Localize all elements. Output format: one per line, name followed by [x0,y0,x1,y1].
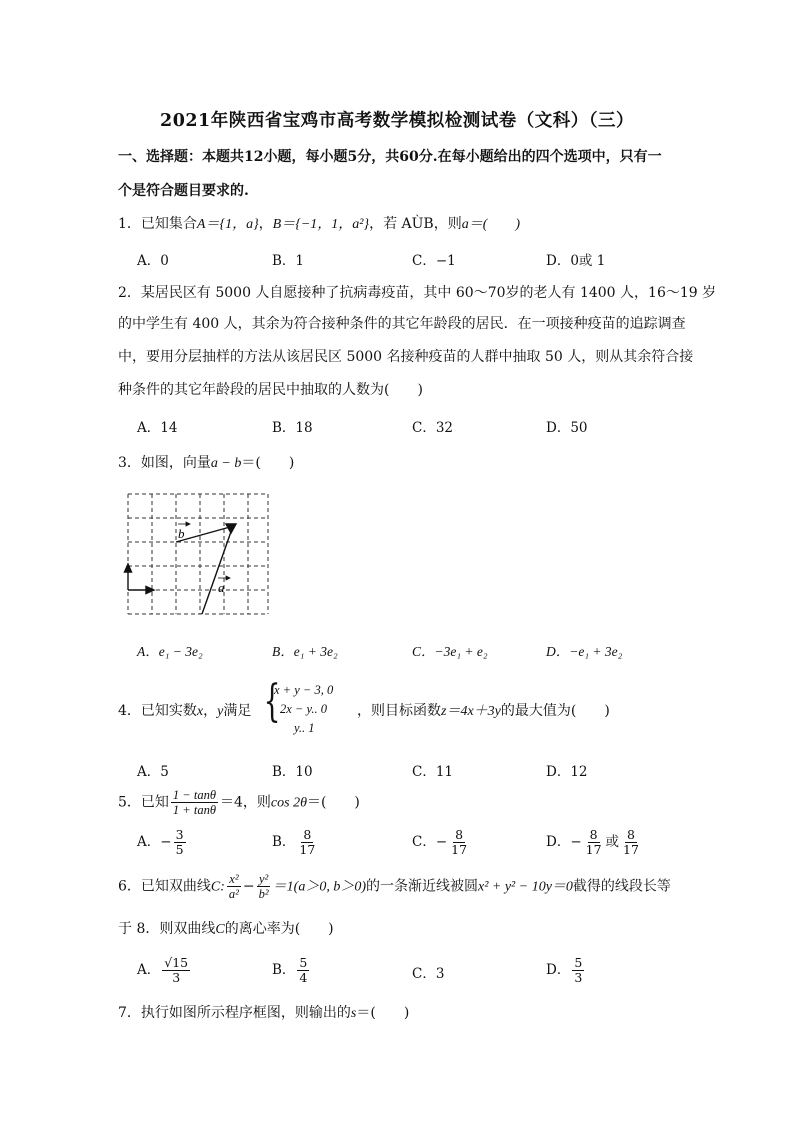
q3-option-a[interactable]: A．e₁ − 3e₂ [137,644,203,659]
e2-arrowhead [125,564,132,572]
q1-option-d[interactable]: D．0或 1 [546,253,606,269]
vector-label-arrows [178,522,230,580]
q1-option-c[interactable]: C．−1 [412,253,456,269]
vectors-arrowhead [226,524,236,533]
q3-option-d[interactable]: D．−e₁ + 3e₂ [546,644,623,659]
question-2-line2: 的中学生有 400 人，其余为符合接种条件的其它年龄段的居民．在一项接种疫苗的追踪调查 [118,316,686,332]
question-4-suffix: ，则目标函数z＝4x＋3y的最大值为( ) [357,703,610,719]
q3-option-b[interactable]: B．e₁ + 3e₂ [272,644,338,659]
q1-option-a[interactable]: A．0 [137,253,169,269]
question-6-line1: 6．已知双曲线C: $\frac{\text{x²}}{\text{a²}}$ − $\frac{\text{y²}}{\text{b²}}$ ＝1(a＞0, b＞0)的一条渐近线被圆x² + y² − 10y＝0截得的线段长等 [118,872,671,901]
e1-arrowhead [146,587,154,594]
q6-option-a[interactable]: A． $\frac{√15}{3}$ [137,955,189,985]
constraint-3: y.. 1 [294,721,315,735]
q4-option-b[interactable]: B．10 [272,764,313,780]
question-4-prefix: 4．已知实数x，y满足 [118,703,252,719]
q5-option-a[interactable]: A．− $\frac{3}{5}$ [137,827,184,857]
q6-option-d[interactable]: D． $\frac{5}{3}$ [546,955,583,985]
section-header-line2: 个是符合题目要求的. [118,183,249,199]
q5-option-d[interactable]: D．− $\frac{8}{17}$ 或 $\frac{8}{17}$ [546,827,639,857]
question-2-line1: 2．某居民区有 5000 人自愿接种了抗病毒疫苗，其中 60～70岁的老人有 1400 人，16～19 岁 [118,285,717,301]
section-header-line1: 一、选择题：本题共12小题，每小题5分，共60分.在每小题给出的四个选项中，只有一 [118,149,662,165]
label-a: a [218,580,225,595]
constraint-2: 2x − y.. 0 [280,702,327,716]
question-7: 7．执行如图所示程序框图，则输出的s＝( ) [118,1005,410,1021]
q5-fraction: $\frac{1 - \tan\theta}{1 + \tan\theta}$ [172,788,216,817]
question-2-line3: 中，要用分层抽样的方法从该居民区 5000 名接种疫苗的人群中抽取 50 人，则从其余符合接 [118,349,694,365]
q5-option-c[interactable]: C．− $\frac{8}{17}$ [412,827,468,857]
label-b: b [178,526,185,541]
question-6-line2: 于 8．则双曲线C的离心率为( ) [118,921,334,937]
q2-option-b[interactable]: B．18 [272,420,313,436]
q1-option-b[interactable]: B．1 [272,253,305,269]
q2-option-a[interactable]: A．14 [137,420,178,436]
q4-option-a[interactable]: A．5 [137,764,169,780]
vector-a [202,526,233,614]
constraint-brace: { [263,676,281,727]
vector-grid-figure [118,486,278,622]
q6-option-b[interactable]: B． $\frac{5}{4}$ [272,955,308,985]
q4-option-c[interactable]: C．11 [412,764,454,780]
exam-title: 2021年陕西省宝鸡市高考数学模拟检测试卷（文科）（三） [160,111,634,131]
grid-lines [128,494,268,614]
q2-option-c[interactable]: C．32 [412,420,454,436]
question-1: 1．已知集合A＝{1，a}，B＝{−1，1，a²}，若 AÙB，则a＝( ) [118,216,521,232]
constraint-system [274,681,333,738]
q4-option-d[interactable]: D．12 [546,764,588,780]
q3-option-c[interactable]: C．−3e₁ + e₂ [412,644,488,659]
q5-option-b[interactable]: B． $\frac{8}{17}$ [272,827,316,857]
question-2-line4: 种条件的其它年龄段的居民中抽取的人数为( ) [118,382,423,398]
question-3: 3．如图，向量a − b＝( ) [118,455,295,471]
constraint-1: x + y − 3, 0 [274,683,334,697]
q2-option-d[interactable]: D．50 [546,420,588,436]
q6-option-c[interactable]: C．3 [412,966,445,982]
question-5: 5．已知 $\frac{1 - \tan\theta}{1 + \tan\theta}$ ＝4，则cos 2θ＝( ) [118,788,360,817]
